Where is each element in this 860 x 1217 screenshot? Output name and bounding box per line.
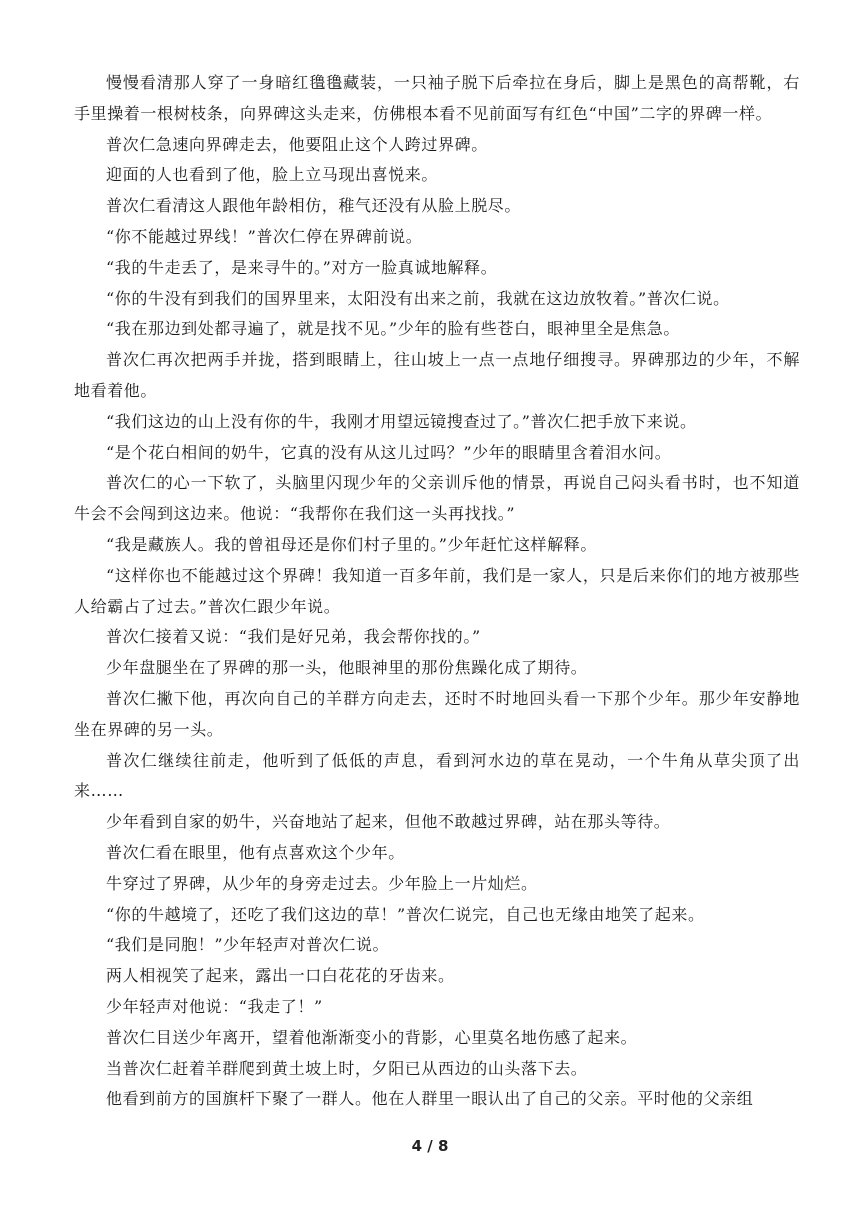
paragraph-25: 少年轻声对他说：“我走了！” [106, 996, 323, 1016]
paragraph-23: “我们是同胞！”少年轻声对普次仁说。 [106, 935, 390, 955]
paragraph-6: “我的牛走丢了，是来寻牛的。”对方一脸真诚地解释。 [106, 257, 498, 277]
paragraph-27: 当普次仁赶着羊群爬到黄土坡上时，夕阳已从西边的山头落下去。 [106, 1058, 588, 1078]
page-number: 4 / 8 [411, 1137, 449, 1155]
paragraph-28: 他看到前方的国旗杆下聚了一群人。他在人群里一眼认出了自己的父亲。平时他的父亲组 [106, 1089, 754, 1109]
paragraph-2: 普次仁急速向界碑走去，他要阻止这个人跨过界碑。 [106, 134, 488, 154]
paragraph-5: “你不能越过界线！”普次仁停在界碑前说。 [106, 226, 423, 246]
paragraph-1: 慢慢看清那人穿了一身暗红氇氇藏装，一只袖子脱下后牵拉在身后，脚上是黑色的高帮靴，右手里操着一根树枝条，向界碑这头走来，仿佛根本看不见前面写有红色“中国”二字的界碑一样。 [74, 73, 800, 123]
paragraph-19: 少年看到自家的奶牛，兴奋地站了起来，但他不敢越过界碑，站在那头等待。 [106, 812, 671, 832]
paragraph-12: 普次仁的心一下软了，头脑里闪现少年的父亲训斥他的情景，再说自己闷头看书时，也不知道牛会不会闯到这边来。他说：“我帮你在我们这一头再找找。” [74, 473, 800, 524]
paragraph-15: 普次仁接着又说：“我们是好兄弟，我会帮你找的。” [106, 627, 481, 647]
paragraph-10: “我们这边的山上没有你的牛，我刚才用望远镜搜查过了。”普次仁把手放下来说。 [106, 411, 697, 431]
paragraph-13: “我是藏族人。我的曾祖母还是你们村子里的。”少年赶忙这样解释。 [106, 534, 597, 554]
paragraph-17: 普次仁撇下他，再次向自己的羊群方向走去，还时不时地回头看一下那个少年。那少年安静地坐在界碑的另一头。 [74, 688, 800, 739]
paragraph-8: “我在那边到处都寻遍了，就是找不见。”少年的脸有些苍白，眼神里全是焦急。 [106, 319, 680, 339]
paragraph-7: “你的牛没有到我们的国界里来，太阳没有出来之前，我就在这边放牧着。”普次仁说。 [106, 288, 730, 308]
paragraph-4: 普次仁看清这人跟他年龄相仿，稚气还没有从脸上脱尽。 [106, 196, 522, 216]
document-body [74, 68, 800, 1115]
paragraph-16: 少年盘腿坐在了界碑的那一头，他眼神里的那份焦躁化成了期待。 [106, 658, 588, 678]
paragraph-3: 迎面的人也看到了他，脸上立马现出喜悦来。 [106, 165, 439, 185]
paragraph-14: “这样你也不能越过这个界碑！我知道一百多年前，我们是一家人，只是后来你们的地方被那些人给霸占了过去。”普次仁跟少年说。 [74, 565, 800, 616]
paragraph-26: 普次仁目送少年离开，望着他渐渐变小的背影，心里莫名地伤感了起来。 [106, 1027, 638, 1047]
paragraph-21: 牛穿过了界碑，从少年的身旁走过去。少年脸上一片灿烂。 [106, 873, 538, 893]
paragraph-22: “你的牛越境了，还吃了我们这边的草！”普次仁说完，自己也无缘由地笑了起来。 [106, 904, 705, 924]
paragraph-20: 普次仁看在眼里，他有点喜欢这个少年。 [106, 842, 405, 862]
paragraph-11: “是个花白相间的奶牛，它真的没有从这儿过吗？”少年的眼睛里含着泪水问。 [106, 442, 672, 462]
paragraph-18: 普次仁继续往前走，他听到了低低的声息，看到河水边的草在晃动，一个牛角从草尖顶了出来…… [74, 750, 800, 801]
paragraph-24: 两人相视笑了起来，露出一口白花花的牙齿来。 [106, 966, 455, 986]
paragraph-9: 普次仁再次把两手并拢，搭到眼睛上，往山坡上一点一点地仔细搜寻。界碑那边的少年，不解地看着他。 [74, 350, 800, 400]
